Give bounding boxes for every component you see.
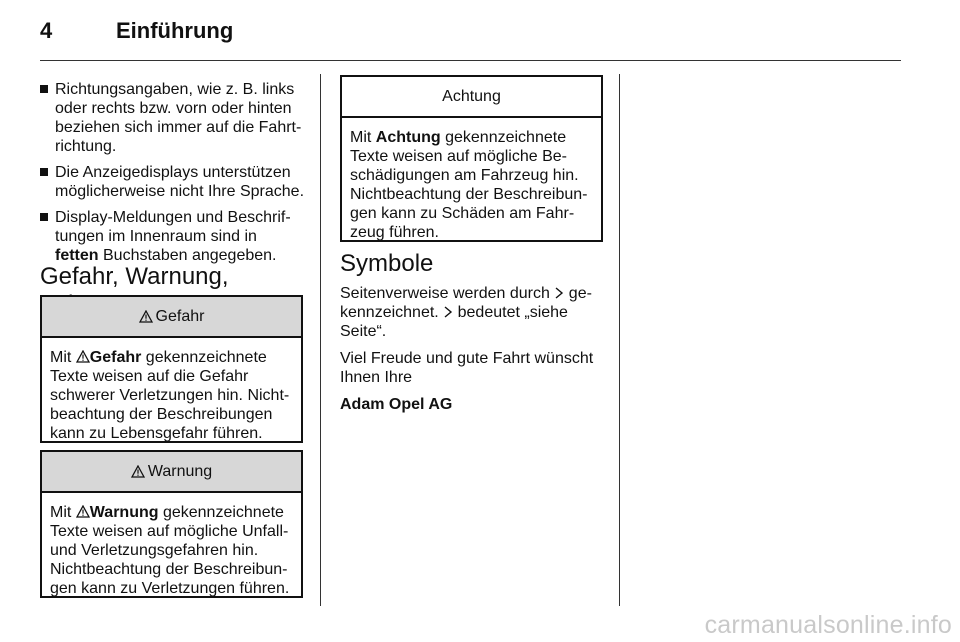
gefahr-box-title: Gefahr: [155, 307, 205, 325]
warning-triangle-icon: [131, 465, 145, 478]
warnung-box: [40, 450, 303, 598]
paragraph-text: Seitenverweise werden durch: [340, 285, 555, 302]
achtung-box: [340, 75, 603, 242]
symbole-section: [340, 250, 602, 422]
list-item-text: Die Anzeigedisplays unterstützen möglicherweise nicht Ihre Sprache.: [55, 164, 305, 200]
box-bold-word: Gefahr: [89, 349, 142, 366]
gefahr-box-body: [42, 338, 301, 443]
header-divider: [40, 60, 901, 61]
page-reference-arrow-icon: [554, 287, 564, 299]
page-reference-arrow-icon: [443, 306, 453, 318]
gefahr-box: [40, 295, 303, 443]
list-item-text-end: Buchstaben angegeben.: [98, 247, 277, 264]
watermark: carmanualsonline.info: [704, 611, 952, 639]
box-text: gekennzeichnete Texte weisen auf die Gefahr schwerer Verletzungen hin. Nichtbeachtung der Beschreibungen kann zu Lebensgefahr führen.: [50, 349, 290, 442]
page-header: [40, 18, 900, 48]
closing-paragraph: Viel Freude und gute Fahrt wünscht Ihnen Ihre: [340, 350, 594, 386]
box-bold-word: Achtung: [375, 129, 441, 146]
warning-triangle-icon: [139, 310, 153, 323]
left-column: [40, 80, 305, 290]
gefahr-box-header: [42, 297, 301, 338]
warnung-box-header: [42, 452, 301, 493]
paragraph-text: bedeutet „siehe Seite“.: [340, 304, 568, 340]
box-text: Mit: [50, 504, 76, 521]
box-text: gekennzeichnete Texte weisen auf mögliche Beschädigungen am Fahrzeug hin. Nichtbeachtung der Beschreibungen kann zu Schäden am Fahrzeug führen.: [350, 129, 588, 241]
paragraph-text: gekennzeichnet.: [340, 285, 592, 321]
box-bold-word: Warnung: [89, 504, 159, 521]
box-text: Mit: [350, 129, 376, 146]
list-item: [40, 80, 304, 156]
warning-triangle-icon: [76, 505, 90, 518]
achtung-box-body: [342, 118, 601, 242]
signature: Adam Opel AG: [340, 396, 453, 413]
list-item: [40, 163, 304, 201]
bullet-list: [40, 80, 304, 265]
bold-word: fetten: [55, 247, 99, 264]
section-heading-safety: Gefahr, Warnung,: [40, 263, 229, 290]
column-divider-2: [619, 74, 620, 606]
achtung-box-header: [342, 77, 601, 118]
warnung-box-title: Warnung: [147, 462, 213, 480]
warnung-box-body: [42, 493, 301, 598]
page-number: 4: [40, 18, 53, 43]
box-text: gekennzeichnete Texte weisen auf mögliche Unfall- und Verletzungsgefahren hin. Nichtbeachtung der Beschreibungen kann zu Verletzungen führen.: [50, 504, 290, 597]
bullet-square-icon: [40, 85, 48, 93]
achtung-box-title: Achtung: [442, 87, 501, 105]
section-heading-symbole: Symbole: [340, 250, 434, 277]
box-text: Mit: [50, 349, 76, 366]
list-item-text: Display-Meldungen und Beschriftungen im Innenraum sind in: [55, 209, 291, 245]
column-divider-1: [320, 74, 321, 606]
bullet-square-icon: [40, 168, 48, 176]
list-item: [40, 208, 304, 265]
bullet-square-icon: [40, 213, 48, 221]
warning-triangle-icon: [76, 350, 90, 363]
symbole-paragraph: [340, 284, 602, 341]
page-title: Einführung: [116, 18, 234, 43]
list-item-text: Richtungsangaben, wie z. B. links oder rechts bzw. vorn oder hinten beziehen sich immer auf die Fahrtrichtung.: [55, 81, 302, 155]
